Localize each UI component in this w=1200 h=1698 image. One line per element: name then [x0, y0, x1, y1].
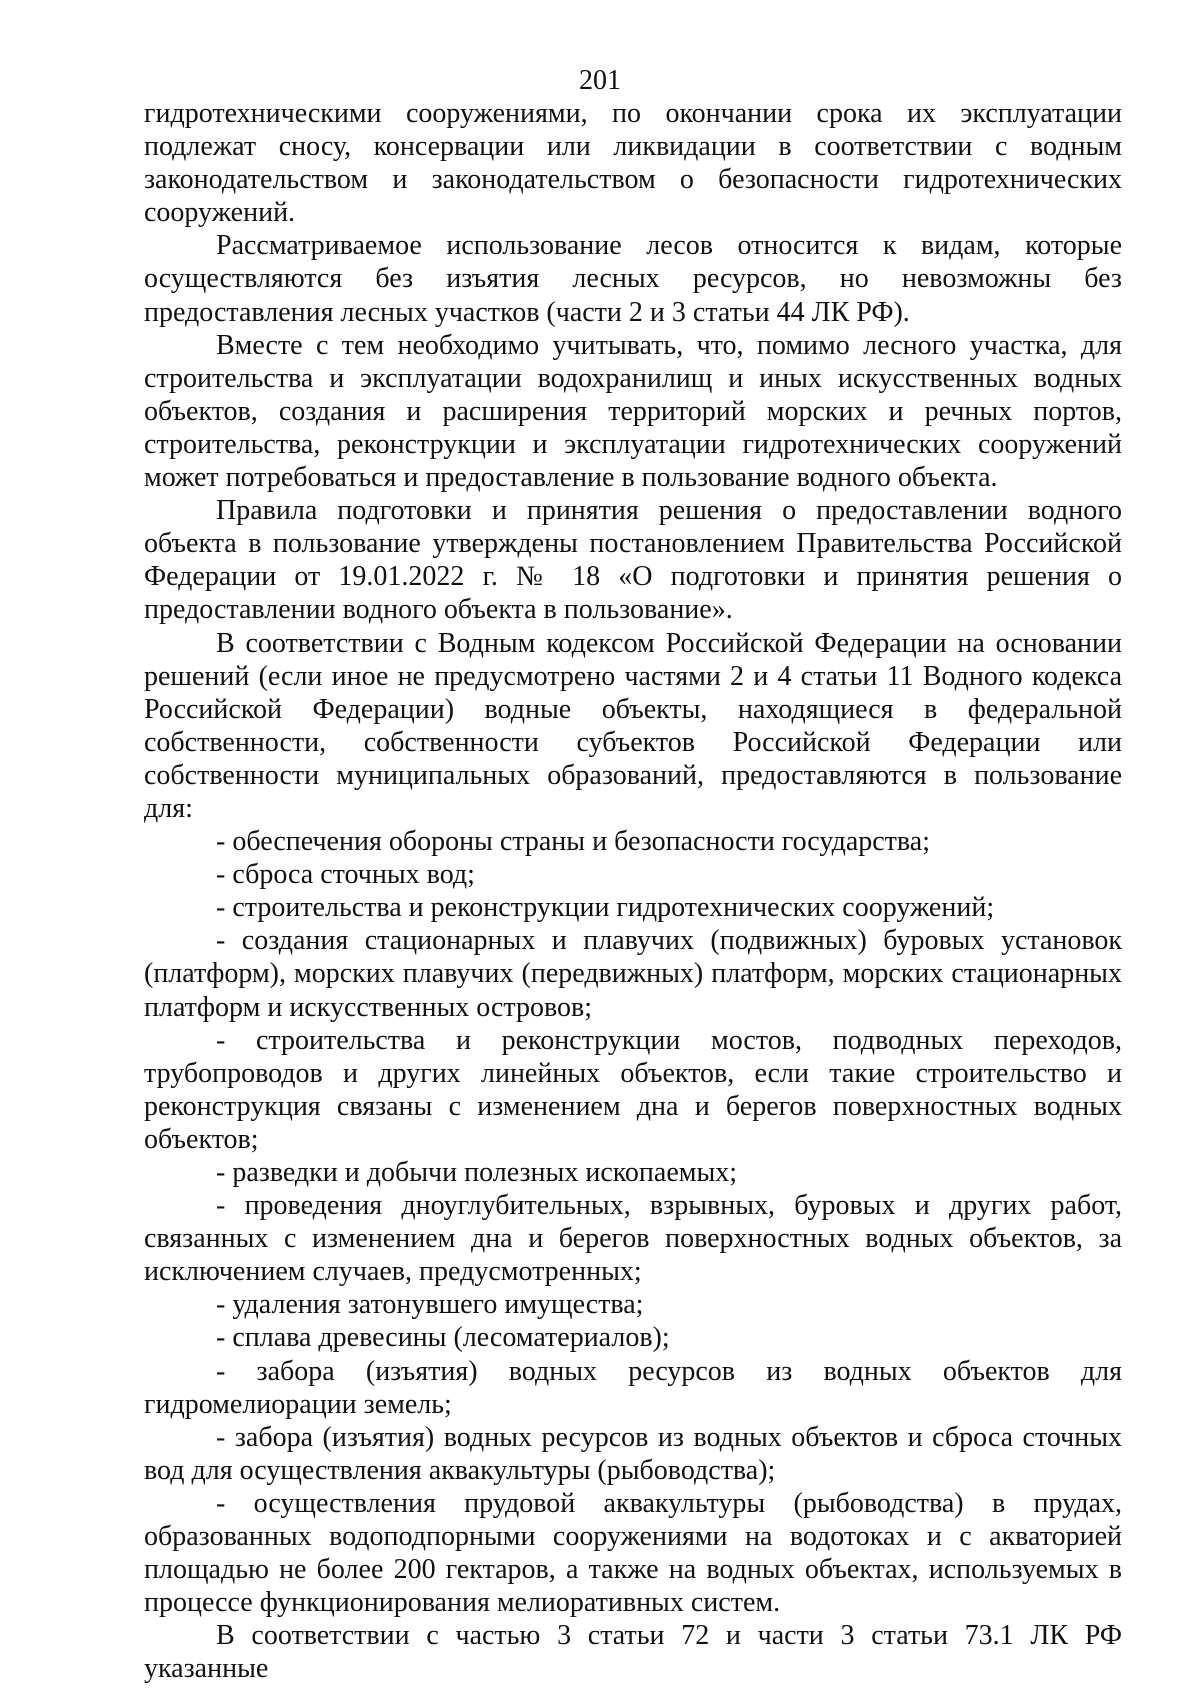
- list-item-wastewater: - сброса сточных вод;: [216, 859, 475, 891]
- paragraph-4: Правила подготовки и принятия решения о предоставлении водного объекта в пользование утверждены постановлением Правительства Российской Федерации от 19.01.2022 г. № 18 «О подготовки и принятия решения о предоставлении водного объекта в пользование».: [144, 495, 1122, 626]
- list-item-timber-rafting: - сплава древесины (лесоматериалов);: [216, 1322, 670, 1354]
- list-item-defense: - обеспечения обороны страны и безопасности государства;: [216, 826, 930, 858]
- paragraph-5: В соответствии с Водным кодексом Российской Федерации на основании решений (если иное не предусмотрено частями 2 и 4 статьи 11 Водного кодекса Российской Федерации) водные объекты, находящиеся в федеральной собственности, собственности субъектов Российской Федерации или собственности муниципальных образований, предоставляются в пользование для:: [144, 627, 1122, 824]
- page-number: 201: [579, 65, 621, 96]
- list-item-minerals: - разведки и добычи полезных ископаемых;: [216, 1157, 738, 1188]
- list-item-drilling-platforms: - создания стационарных и плавучих (подвижных) буровых установок (платформ), морских плавучих (передвижных) платформ, морских стационарных платформ и искусственных островов;: [144, 925, 1122, 1023]
- list-item-pond-aquaculture: - осуществления прудовой аквакультуры (рыбоводства) в прудах, образованных водоподпорными сооружениями на водотоках и с акваторией площадью не более 200 гектаров, а также на водных объектах, используемых в процессе функционирования мелиоративных систем.: [144, 1487, 1122, 1619]
- list-item-irrigation: - забора (изъятия) водных ресурсов из водных объектов для гидромелиорации земель;: [144, 1355, 1122, 1420]
- list-item-bridges-pipelines: - строительства и реконструкции мостов, подводных переходов, трубопроводов и других линейных объектов, если такие строительство и реконструкция связаны с изменением дна и берегов поверхностных водных объектов;: [144, 1024, 1122, 1155]
- list-item-sunken-property: - удаления затонувшего имущества;: [216, 1289, 644, 1321]
- paragraph-1: гидротехническими сооружениями, по окончании срока их эксплуатации подлежат сносу, консервации или ликвидации в соответствии с водным законодательством и законодательством о безопасности гидротехнических сооружений.: [144, 98, 1122, 229]
- paragraph-2: Рассматриваемое использование лесов относится к видам, которые осуществляются без изъятия лесных ресурсов, но невозможны без предоставления лесных участков (части 2 и 3 статьи 44 ЛК РФ).: [144, 230, 1122, 328]
- list-item-dredging: - проведения дноуглубительных, взрывных, буровых и других работ, связанных с изменением дна и берегов поверхностных водных объектов, за исключением случаев, предусмотренных;: [144, 1190, 1122, 1288]
- list-item-hydro-structures: - строительства и реконструкции гидротехнических сооружений;: [216, 892, 995, 924]
- paragraph-final: В соответствии с частью 3 статьи 72 и части 3 статьи 73.1 ЛК РФ указанные: [144, 1620, 1122, 1685]
- list-item-aquaculture-intake: - забора (изъятия) водных ресурсов из водных объектов и сброса сточных вод для осуществления аквакультуры (рыбоводства);: [144, 1421, 1122, 1486]
- document-body: [144, 97, 1122, 1686]
- paragraph-3: Вместе с тем необходимо учитывать, что, помимо лесного участка, для строительства и эксплуатации водохранилищ и иных искусственных водных объектов, создания и расширения территорий морских и речных портов, строительства, реконструкции и эксплуатации гидротехнических сооружений может потребоваться и предоставление в пользование водного объекта.: [144, 329, 1122, 494]
